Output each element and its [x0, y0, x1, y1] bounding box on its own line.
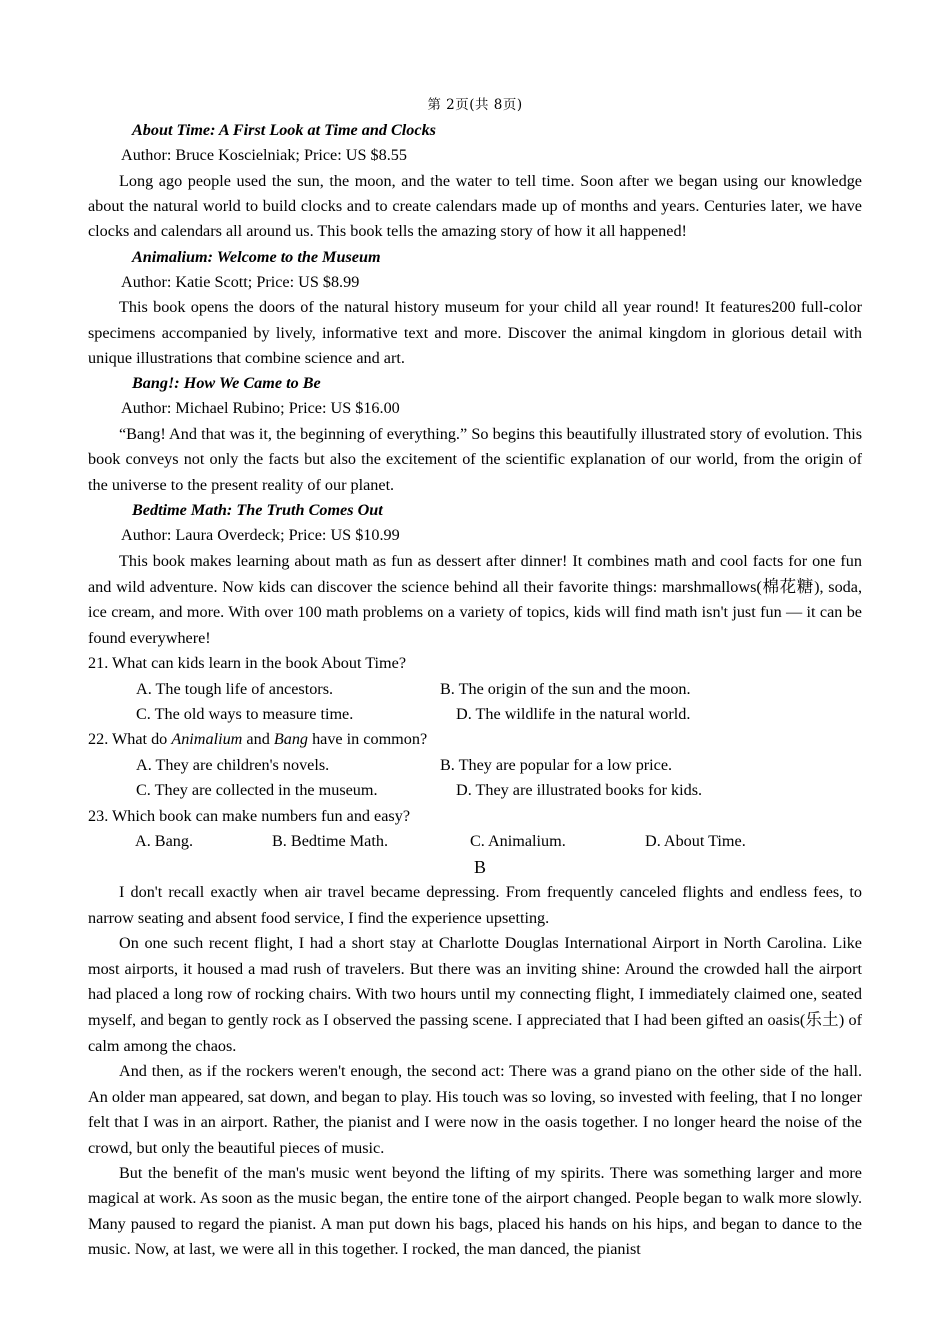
book-title: Bang!: How We Came to Be [132, 374, 321, 393]
book-description: Long ago people used the sun, the moon, and the water to tell time. Soon after we began using our knowledge about the natural world to build clocks and to create calendars made up of months and years. Centuries later, we have clocks and calendars all around us. This book tells the amazing story of how it all happened! [88, 171, 862, 241]
book-author-price: Author: Laura Overdeck; Price: US $10.99 [121, 526, 400, 545]
question-23 [88, 804, 862, 855]
passage-paragraph-4: But the benefit of the man's music went beyond the lifting of my spirits. There was something larger and more magical at work. As soon as the music began, the entire tone of the airport changed. People began to walk more slowly. Many paused to regard the pianist. A man put down his bags, placed his hands on his hips, and began to dance to the music. Now, at last, we were all in this together. I rocked, the man danced, the pianist [88, 1163, 862, 1259]
page-number-header: 第 2页(共 8页) [427, 97, 523, 113]
option-c[interactable]: C. They are collected in the museum. [136, 781, 378, 800]
page-content [88, 118, 862, 1263]
option-c[interactable]: C. The old ways to measure time. [136, 705, 354, 724]
book-entry-animalium [88, 245, 862, 372]
option-d[interactable]: D. The wildlife in the natural world. [456, 705, 691, 724]
question-22 [88, 727, 862, 803]
book-description: This book opens the doors of the natural history museum for your child all year round! It features200 full-color specimens accompanied by lively, informative text and more. Discover the animal kingdom in glorious detail with unique illustrations that combine science and art. [88, 298, 862, 368]
stem-middle: and [242, 730, 274, 749]
option-d[interactable]: D. About Time. [645, 832, 746, 851]
option-a[interactable]: A. They are children's novels. [136, 755, 330, 774]
option-row [88, 829, 862, 854]
stem-title-bang: Bang [273, 730, 309, 749]
option-b[interactable]: B. Bedtime Math. [272, 832, 388, 851]
question-stem: 21. What can kids learn in the book About Time? [88, 654, 407, 673]
book-entry-about-time [88, 118, 862, 245]
option-a[interactable]: A. Bang. [135, 832, 193, 851]
paragraph-part-2: ) of calm among the chaos. [88, 1011, 863, 1055]
passage-paragraph-1: I don't recall exactly when air travel became depressing. From frequently canceled flights and endless fees, to narrow seating and absent food service, I find the experience upsetting. [88, 883, 862, 927]
book-title: About Time: A First Look at Time and Clocks [132, 121, 436, 139]
paragraph-part-1: On one such recent flight, I had a short stay at Charlotte Douglas International Airport in North Carolina. Like most airports, it housed a mad rush of travelers. But there was an inviting shine: Around the crowded hall the airport had placed a long row of rocking chairs. With two hours until my connecting flight, I immediately claimed one, seated myself, and began to gently rock as I observed the passing scene. I appreciated that I had been gifted an oasis( [88, 934, 862, 1030]
option-row [88, 778, 862, 803]
option-row [88, 702, 862, 727]
description-part-1: This book makes learning about math as fun as dessert after dinner! It combines math and cool facts for one fun and wild adventure. Now kids can discover the science behind all their favorite things: marshmallows( [88, 551, 862, 597]
question-stem [88, 727, 862, 752]
option-a[interactable]: A. The tough life of ancestors. [136, 679, 334, 698]
book-title: Animalium: Welcome to the Museum [132, 247, 381, 266]
option-b[interactable]: B. They are popular for a low price. [440, 755, 673, 774]
option-d[interactable]: D. They are illustrated books for kids. [456, 781, 703, 800]
book-author-price: Author: Bruce Koscielniak; Price: US $8.55 [121, 146, 407, 164]
description-part-2: ), soda, ice cream, and more. With over 100 math problems on a variety of topics, kids will find math isn't just fun — it can be found everywhere! [88, 578, 862, 647]
option-row [88, 677, 862, 702]
book-description [88, 549, 862, 652]
question-stem: 23. Which book can make numbers fun and easy? [88, 806, 411, 825]
option-b[interactable]: B. The origin of the sun and the moon. [440, 679, 691, 698]
stem-suffix: have in common? [308, 730, 428, 749]
book-entry-bang [88, 371, 862, 498]
passage-paragraph-3: And then, as if the rockers weren't enough, the second act: There was a grand piano on the other side of the hall. An older man appeared, sat down, and began to play. His touch was so loving, so invested with feeling, that I no longer felt that I was in an airport. Rather, the pianist and I were now in the oasis together. I no longer heard the noise of the crowd, but only the beautiful pieces of music. [88, 1062, 862, 1157]
chinese-gloss-marshmallow: 棉花糖 [761, 577, 815, 597]
option-row [88, 753, 862, 778]
section-label-b: B [473, 857, 486, 878]
stem-prefix: 22. What do [88, 730, 172, 749]
chinese-gloss-oasis: 乐土 [805, 1010, 839, 1030]
book-description: “Bang! And that was it, the beginning of everything.” So begins this beautifully illustrated story of evolution. This book conveys not only the facts but also the excitement of the scientific explanation of our world, from the origin of the universe to the present reality of our planet. [88, 424, 862, 494]
stem-title-animalium: Animalium [171, 730, 243, 749]
book-title: Bedtime Math: The Truth Comes Out [132, 501, 383, 520]
book-author-price: Author: Michael Rubino; Price: US $16.00 [121, 399, 400, 418]
book-entry-bedtime-math [88, 498, 862, 651]
option-c[interactable]: C. Animalium. [470, 832, 566, 851]
question-21 [88, 651, 862, 727]
passage-paragraph-2 [88, 931, 862, 1059]
book-author-price: Author: Katie Scott; Price: US $8.99 [121, 272, 360, 291]
